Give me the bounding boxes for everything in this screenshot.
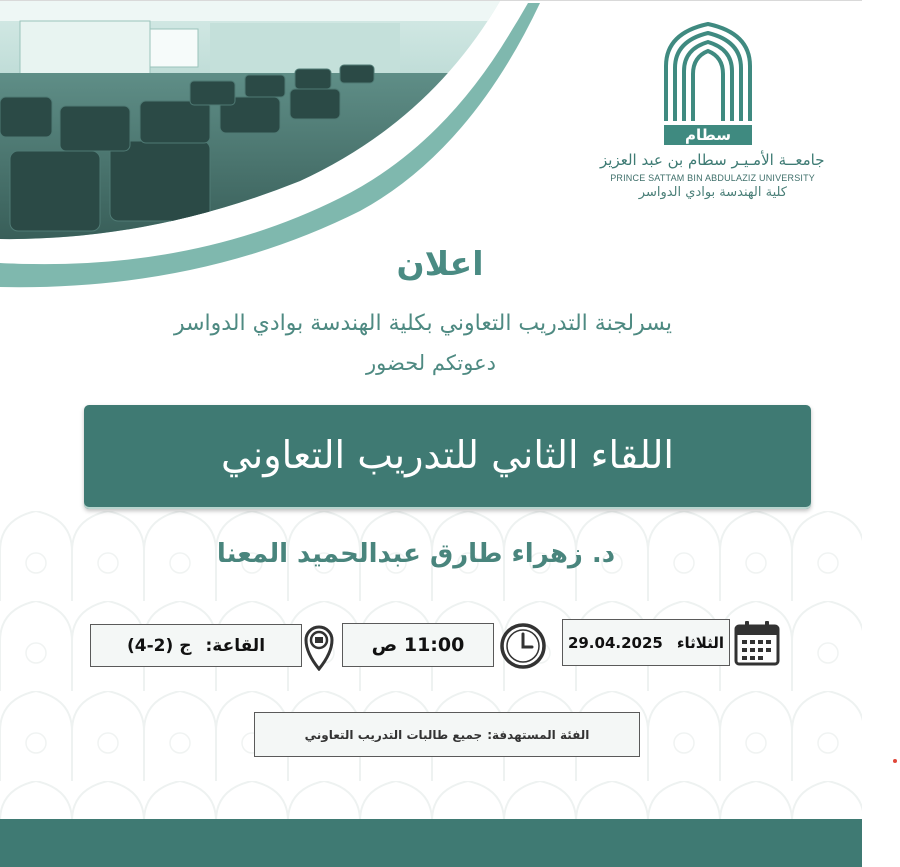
college-name: كلية الهندسة بوادي الدواسر (638, 185, 787, 200)
audience-value: جميع طالبات التدريب التعاوني (304, 727, 483, 742)
calendar-icon (733, 618, 781, 668)
university-name-arabic: جامعــة الأمـيـر سطام بن عبد العزيز (600, 151, 825, 169)
event-time-box (342, 623, 494, 667)
clock-icon (498, 621, 548, 671)
university-logo (600, 21, 825, 211)
room-label: القاعة: (205, 635, 266, 656)
target-audience-box (254, 712, 640, 757)
event-day: الثلاثاء (676, 633, 725, 652)
presenter-name: د. زهراء طارق عبدالحميد المعنا (216, 539, 616, 569)
intro-line-2: دعوتكم لحضور (366, 351, 496, 375)
event-title-banner (84, 405, 811, 509)
university-name-english: PRINCE SATTAM BIN ABDULAZIZ UNIVERSITY (610, 173, 815, 183)
room-value: ج (2-4) (126, 635, 192, 656)
event-date-box (562, 619, 730, 666)
event-date: 29.04.2025 (567, 633, 663, 652)
university-emblem-icon (662, 21, 754, 151)
page-dot-marker (893, 759, 897, 763)
audience-label: الفئة المستهدفة: (487, 727, 590, 742)
logo-wordmark: سطام (685, 126, 731, 144)
footer-band (0, 819, 862, 867)
announcement-heading: اعلان (396, 244, 484, 283)
event-time: 11:00 ص (371, 634, 465, 656)
event-room-box (90, 624, 302, 667)
intro-line-1: يسرلجنة التدريب التعاوني بكلية الهندسة بوادي الدواسر (173, 311, 672, 336)
event-title: اللقاء الثاني للتدريب التعاوني (221, 433, 674, 477)
location-pin-icon (302, 623, 336, 671)
